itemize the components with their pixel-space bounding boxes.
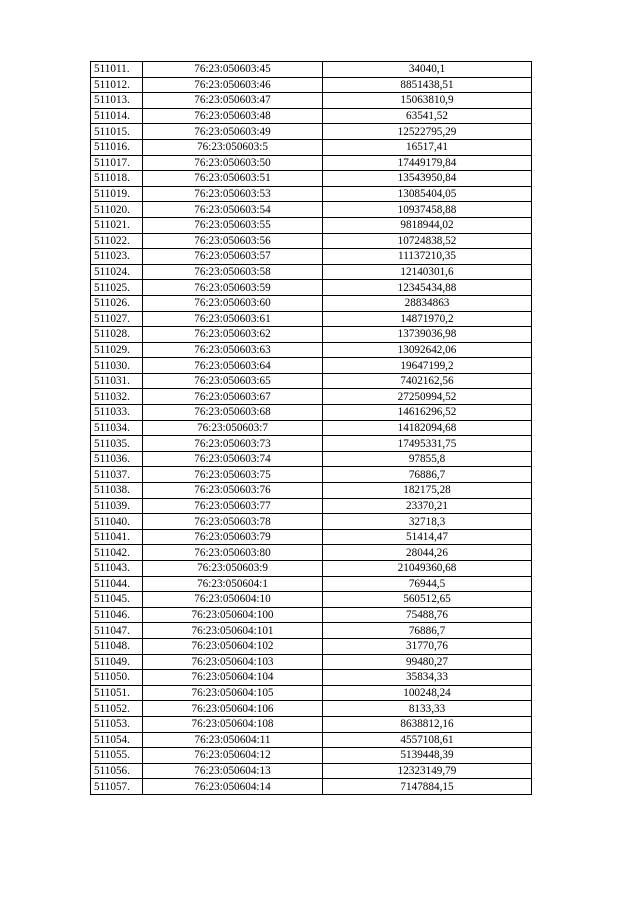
table-row (91, 108, 532, 124)
cadastral-value-cell: 4557108,61 (323, 732, 532, 748)
table-row (91, 249, 532, 265)
cadastral-value-cell: 12345434,88 (323, 280, 532, 296)
cadastral-value-cell: 9818944,02 (323, 217, 532, 233)
cadastral-number-cell: 76:23:050603:61 (143, 311, 323, 327)
table-row (91, 779, 532, 795)
table-row (91, 139, 532, 155)
cadastral-value-cell: 35834,33 (323, 670, 532, 686)
cadastral-value-cell: 34040,1 (323, 62, 532, 78)
row-number-cell: 511030. (91, 358, 143, 374)
cadastral-number-cell: 76:23:050603:73 (143, 436, 323, 452)
cadastral-number-cell: 76:23:050603:51 (143, 171, 323, 187)
cadastral-value-cell: 10937458,88 (323, 202, 532, 218)
row-number-cell: 511020. (91, 202, 143, 218)
cadastral-number-cell: 76:23:050603:5 (143, 139, 323, 155)
table-row (91, 358, 532, 374)
cadastral-number-cell: 76:23:050603:68 (143, 405, 323, 421)
row-number-cell: 511022. (91, 233, 143, 249)
table-row (91, 373, 532, 389)
row-number-cell: 511024. (91, 264, 143, 280)
cadastral-number-cell: 76:23:050604:14 (143, 779, 323, 795)
table-row (91, 467, 532, 483)
row-number-cell: 511047. (91, 623, 143, 639)
cadastral-number-cell: 76:23:050604:104 (143, 670, 323, 686)
cadastral-number-cell: 76:23:050603:60 (143, 295, 323, 311)
cadastral-number-cell: 76:23:050603:47 (143, 93, 323, 109)
row-number-cell: 511050. (91, 670, 143, 686)
cadastral-value-cell: 28044,26 (323, 545, 532, 561)
cadastral-number-cell: 76:23:050603:48 (143, 108, 323, 124)
cadastral-value-cell: 10724838,52 (323, 233, 532, 249)
table-row (91, 311, 532, 327)
cadastral-number-cell: 76:23:050603:62 (143, 327, 323, 343)
table-row (91, 701, 532, 717)
cadastral-number-cell: 76:23:050604:1 (143, 576, 323, 592)
cadastral-number-cell: 76:23:050603:55 (143, 217, 323, 233)
cadastral-value-cell: 13739036,98 (323, 327, 532, 343)
cadastral-number-cell: 76:23:050603:63 (143, 342, 323, 358)
cadastral-value-cell: 76886,7 (323, 467, 532, 483)
row-number-cell: 511011. (91, 62, 143, 78)
row-number-cell: 511026. (91, 295, 143, 311)
row-number-cell: 511031. (91, 373, 143, 389)
cadastral-value-cell: 51414,47 (323, 529, 532, 545)
table-row (91, 280, 532, 296)
cadastral-value-cell: 7147884,15 (323, 779, 532, 795)
cadastral-number-cell: 76:23:050603:46 (143, 77, 323, 93)
cadastral-value-cell: 14182094,68 (323, 420, 532, 436)
table-row (91, 420, 532, 436)
table-row (91, 295, 532, 311)
cadastral-number-cell: 76:23:050604:100 (143, 607, 323, 623)
table-row (91, 77, 532, 93)
cadastral-number-cell: 76:23:050603:75 (143, 467, 323, 483)
row-number-cell: 511043. (91, 561, 143, 577)
cadastral-value-cell: 27250994,52 (323, 389, 532, 405)
table-row (91, 670, 532, 686)
table-row (91, 93, 532, 109)
table-row (91, 592, 532, 608)
table-row (91, 545, 532, 561)
cadastral-number-cell: 76:23:050603:53 (143, 186, 323, 202)
cadastral-value-table (90, 61, 532, 795)
row-number-cell: 511035. (91, 436, 143, 452)
row-number-cell: 511053. (91, 716, 143, 732)
cadastral-value-cell: 16517,41 (323, 139, 532, 155)
cadastral-number-cell: 76:23:050603:49 (143, 124, 323, 140)
row-number-cell: 511038. (91, 483, 143, 499)
cadastral-value-cell: 76944,5 (323, 576, 532, 592)
cadastral-number-cell: 76:23:050603:45 (143, 62, 323, 78)
table-row (91, 654, 532, 670)
row-number-cell: 511055. (91, 748, 143, 764)
table-row (91, 389, 532, 405)
cadastral-value-cell: 12323149,79 (323, 763, 532, 779)
cadastral-value-cell: 23370,21 (323, 498, 532, 514)
cadastral-value-cell: 11137210,35 (323, 249, 532, 265)
table-row (91, 264, 532, 280)
row-number-cell: 511025. (91, 280, 143, 296)
table-row (91, 436, 532, 452)
cadastral-value-cell: 14871970,2 (323, 311, 532, 327)
table-row (91, 607, 532, 623)
table-row (91, 327, 532, 343)
row-number-cell: 511021. (91, 217, 143, 233)
row-number-cell: 511037. (91, 467, 143, 483)
row-number-cell: 511042. (91, 545, 143, 561)
cadastral-number-cell: 76:23:050604:101 (143, 623, 323, 639)
cadastral-value-cell: 97855,8 (323, 451, 532, 467)
table-row (91, 217, 532, 233)
cadastral-number-cell: 76:23:050603:78 (143, 514, 323, 530)
cadastral-value-cell: 100248,24 (323, 685, 532, 701)
row-number-cell: 511052. (91, 701, 143, 717)
row-number-cell: 511012. (91, 77, 143, 93)
cadastral-number-cell: 76:23:050603:59 (143, 280, 323, 296)
cadastral-number-cell: 76:23:050603:56 (143, 233, 323, 249)
row-number-cell: 511057. (91, 779, 143, 795)
cadastral-value-cell: 13543950,84 (323, 171, 532, 187)
table-row (91, 233, 532, 249)
cadastral-value-cell: 13092642,06 (323, 342, 532, 358)
row-number-cell: 511046. (91, 607, 143, 623)
row-number-cell: 511041. (91, 529, 143, 545)
cadastral-value-cell: 8851438,51 (323, 77, 532, 93)
row-number-cell: 511045. (91, 592, 143, 608)
row-number-cell: 511044. (91, 576, 143, 592)
cadastral-value-cell: 17495331,75 (323, 436, 532, 452)
table-row (91, 202, 532, 218)
row-number-cell: 511033. (91, 405, 143, 421)
cadastral-number-cell: 76:23:050603:57 (143, 249, 323, 265)
cadastral-value-cell: 76886,7 (323, 623, 532, 639)
cadastral-number-cell: 76:23:050604:12 (143, 748, 323, 764)
table-row (91, 638, 532, 654)
table-row (91, 62, 532, 78)
cadastral-number-cell: 76:23:050604:10 (143, 592, 323, 608)
row-number-cell: 511017. (91, 155, 143, 171)
cadastral-number-cell: 76:23:050603:50 (143, 155, 323, 171)
row-number-cell: 511029. (91, 342, 143, 358)
table-row (91, 716, 532, 732)
row-number-cell: 511016. (91, 139, 143, 155)
table-row (91, 155, 532, 171)
row-number-cell: 511056. (91, 763, 143, 779)
cadastral-number-cell: 76:23:050603:76 (143, 483, 323, 499)
cadastral-value-cell: 12140301,6 (323, 264, 532, 280)
cadastral-value-cell: 5139448,39 (323, 748, 532, 764)
row-number-cell: 511036. (91, 451, 143, 467)
row-number-cell: 511048. (91, 638, 143, 654)
row-number-cell: 511015. (91, 124, 143, 140)
cadastral-number-cell: 76:23:050604:106 (143, 701, 323, 717)
table-row (91, 685, 532, 701)
cadastral-value-cell: 12522795,29 (323, 124, 532, 140)
cadastral-value-cell: 99480,27 (323, 654, 532, 670)
table-row (91, 748, 532, 764)
row-number-cell: 511049. (91, 654, 143, 670)
table-body (91, 62, 532, 795)
table-row (91, 171, 532, 187)
table-row (91, 405, 532, 421)
cadastral-number-cell: 76:23:050604:103 (143, 654, 323, 670)
table-row (91, 529, 532, 545)
table-row (91, 342, 532, 358)
cadastral-value-cell: 14616296,52 (323, 405, 532, 421)
table-row (91, 514, 532, 530)
row-number-cell: 511019. (91, 186, 143, 202)
cadastral-number-cell: 76:23:050603:58 (143, 264, 323, 280)
cadastral-number-cell: 76:23:050604:11 (143, 732, 323, 748)
cadastral-value-cell: 17449179,84 (323, 155, 532, 171)
table-row (91, 498, 532, 514)
row-number-cell: 511034. (91, 420, 143, 436)
cadastral-number-cell: 76:23:050603:74 (143, 451, 323, 467)
row-number-cell: 511051. (91, 685, 143, 701)
cadastral-value-cell: 15063810,9 (323, 93, 532, 109)
row-number-cell: 511028. (91, 327, 143, 343)
cadastral-number-cell: 76:23:050603:67 (143, 389, 323, 405)
cadastral-value-cell: 31770,76 (323, 638, 532, 654)
table-row (91, 763, 532, 779)
table-row (91, 451, 532, 467)
cadastral-value-cell: 21049360,68 (323, 561, 532, 577)
row-number-cell: 511014. (91, 108, 143, 124)
cadastral-number-cell: 76:23:050603:77 (143, 498, 323, 514)
cadastral-number-cell: 76:23:050603:80 (143, 545, 323, 561)
cadastral-number-cell: 76:23:050603:9 (143, 561, 323, 577)
cadastral-number-cell: 76:23:050603:79 (143, 529, 323, 545)
table-row (91, 576, 532, 592)
cadastral-number-cell: 76:23:050604:108 (143, 716, 323, 732)
cadastral-number-cell: 76:23:050603:65 (143, 373, 323, 389)
cadastral-value-cell: 560512,65 (323, 592, 532, 608)
cadastral-value-cell: 75488,76 (323, 607, 532, 623)
cadastral-value-cell: 8638812,16 (323, 716, 532, 732)
table-row (91, 186, 532, 202)
cadastral-value-cell: 7402162,56 (323, 373, 532, 389)
row-number-cell: 511039. (91, 498, 143, 514)
row-number-cell: 511023. (91, 249, 143, 265)
table-row (91, 732, 532, 748)
cadastral-value-cell: 32718,3 (323, 514, 532, 530)
row-number-cell: 511032. (91, 389, 143, 405)
cadastral-number-cell: 76:23:050604:13 (143, 763, 323, 779)
cadastral-value-cell: 19647199,2 (323, 358, 532, 374)
table-row (91, 124, 532, 140)
row-number-cell: 511040. (91, 514, 143, 530)
cadastral-value-cell: 28834863 (323, 295, 532, 311)
cadastral-number-cell: 76:23:050603:54 (143, 202, 323, 218)
table-row (91, 561, 532, 577)
cadastral-value-cell: 182175,28 (323, 483, 532, 499)
cadastral-number-cell: 76:23:050603:64 (143, 358, 323, 374)
table-row (91, 623, 532, 639)
cadastral-number-cell: 76:23:050604:102 (143, 638, 323, 654)
cadastral-value-cell: 63541,52 (323, 108, 532, 124)
row-number-cell: 511027. (91, 311, 143, 327)
cadastral-number-cell: 76:23:050603:7 (143, 420, 323, 436)
cadastral-value-cell: 8133,33 (323, 701, 532, 717)
row-number-cell: 511018. (91, 171, 143, 187)
cadastral-value-cell: 13085404,05 (323, 186, 532, 202)
cadastral-number-cell: 76:23:050604:105 (143, 685, 323, 701)
row-number-cell: 511054. (91, 732, 143, 748)
row-number-cell: 511013. (91, 93, 143, 109)
table-row (91, 483, 532, 499)
